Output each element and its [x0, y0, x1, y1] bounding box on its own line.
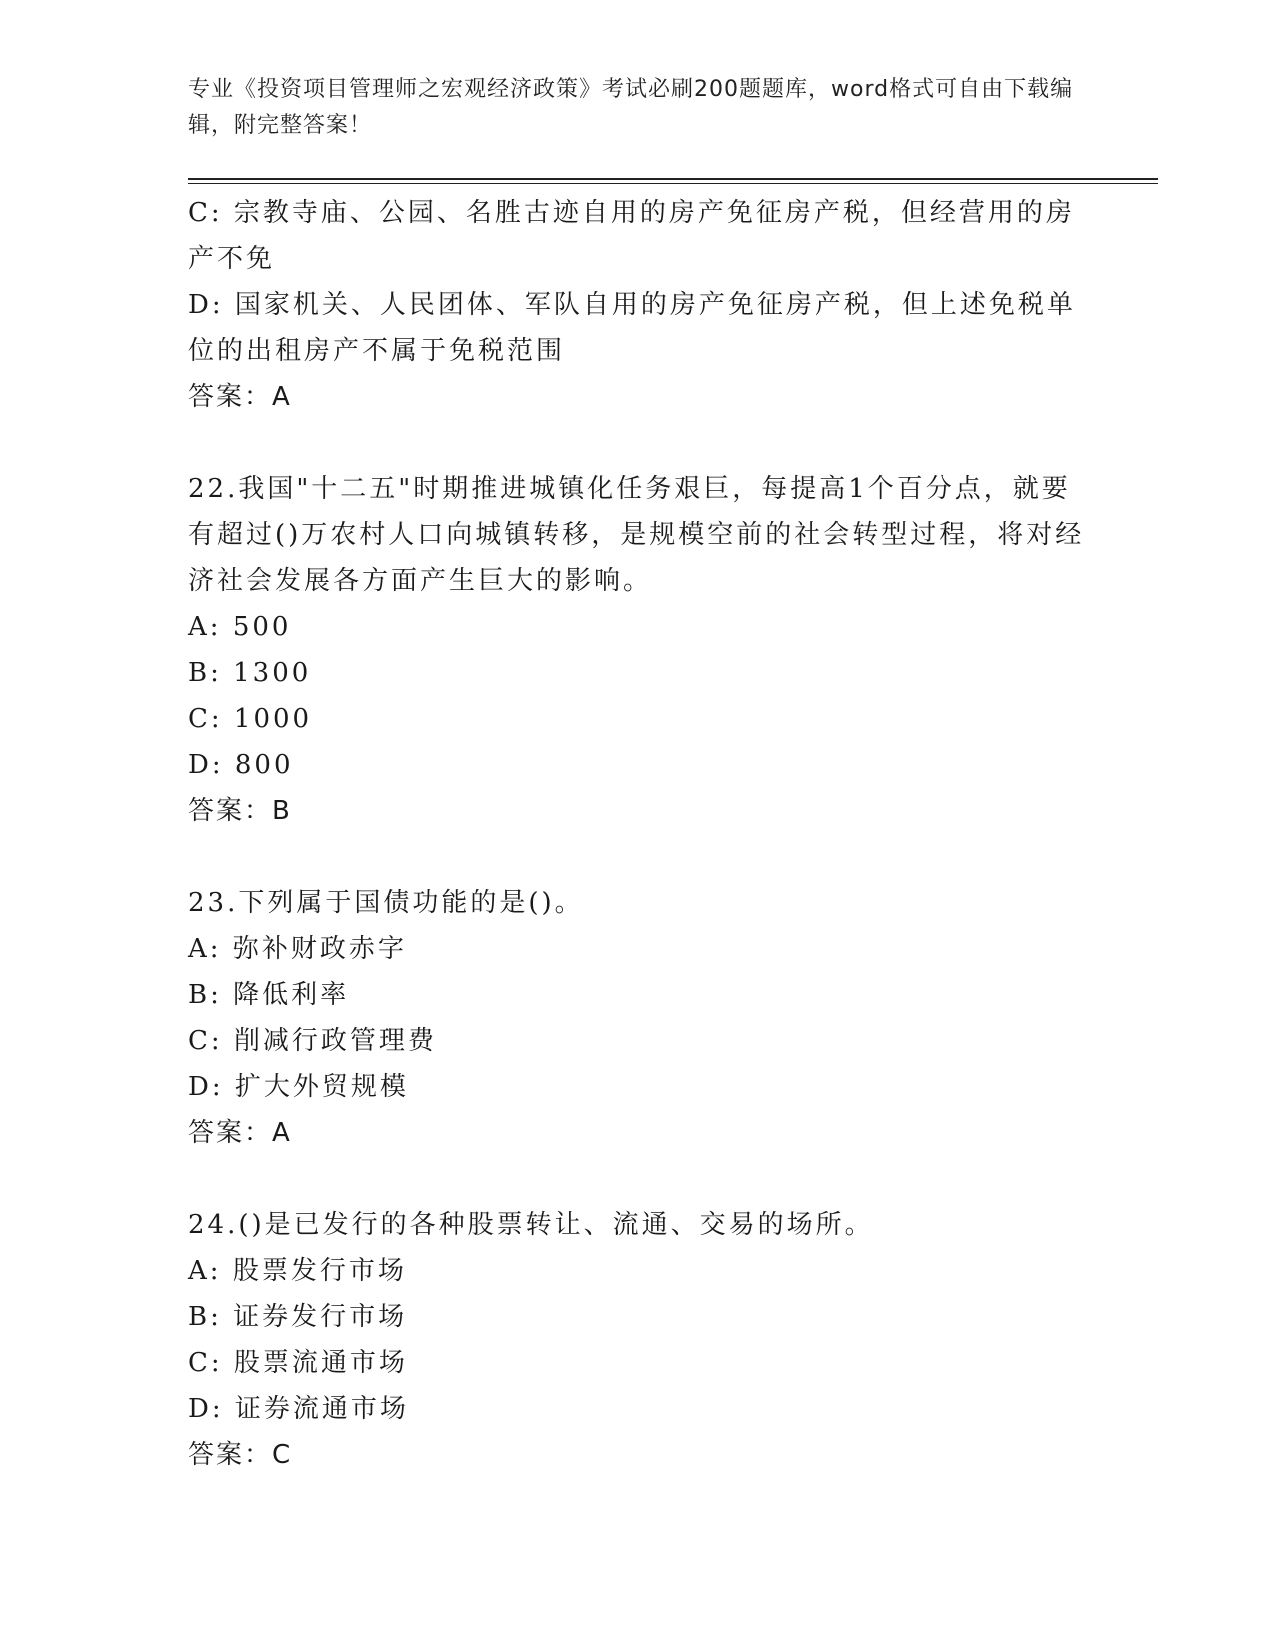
option-text: 股票发行市场 — [232, 1256, 407, 1286]
spacer — [188, 420, 1088, 466]
option-label: B: — [188, 658, 222, 688]
option-label: A: — [188, 934, 222, 964]
option-text: 1000 — [233, 704, 313, 734]
question-stem: 23.下列属于国债功能的是()。 — [188, 888, 584, 918]
option-text: 500 — [232, 612, 292, 642]
option-text: 降低利率 — [233, 980, 350, 1010]
option-text: 国家机关、人民团体、军队自用的房产免征房产税，但上述免税单位的出租房产不属于免税范围 — [188, 290, 1076, 366]
answer-line: 答案：C — [188, 1440, 293, 1470]
option-label: B: — [188, 980, 222, 1010]
option-c — [188, 190, 1088, 282]
option-text: 扩大外贸规模 — [234, 1072, 409, 1102]
option-a — [188, 604, 1088, 650]
option-label: C: — [188, 1348, 223, 1378]
option-text: 宗教寺庙、公园、名胜古迹自用的房产免征房产税，但经营用的房产不免 — [188, 198, 1075, 274]
option-d — [188, 742, 1088, 788]
document-header: 专业《投资项目管理师之宏观经济政策》考试必刷200题题库，word格式可自由下载编辑，附完整答案！ — [188, 77, 1074, 138]
option-label: B: — [188, 1302, 222, 1332]
option-d — [188, 1064, 1088, 1110]
option-text: 1300 — [233, 658, 312, 688]
option-d — [188, 1386, 1088, 1432]
option-label: D: — [188, 750, 224, 780]
option-c — [188, 1340, 1088, 1386]
answer-line: 答案：A — [188, 382, 292, 412]
header-rule-thin — [188, 183, 1158, 184]
option-b — [188, 1294, 1088, 1340]
question-list — [188, 190, 1088, 1478]
option-label: A: — [188, 1256, 222, 1286]
option-label: D: — [188, 1394, 224, 1424]
option-b — [188, 972, 1088, 1018]
option-text: 证券流通市场 — [234, 1394, 409, 1424]
option-text: 股票流通市场 — [233, 1348, 408, 1378]
option-a — [188, 1248, 1088, 1294]
option-text: 证券发行市场 — [233, 1302, 408, 1332]
option-text: 800 — [234, 750, 294, 780]
option-c — [188, 1018, 1088, 1064]
option-label: A: — [188, 612, 222, 642]
option-c — [188, 696, 1088, 742]
option-label: C: — [188, 704, 223, 734]
option-a — [188, 926, 1088, 972]
option-label: C: — [188, 198, 223, 228]
spacer — [188, 1156, 1088, 1202]
option-text: 弥补财政赤字 — [232, 934, 407, 964]
question-stem: 24.()是已发行的各种股票转让、流通、交易的场所。 — [188, 1210, 874, 1240]
option-label: D: — [188, 290, 224, 320]
header-rule-thick — [188, 178, 1158, 180]
option-b — [188, 650, 1088, 696]
answer-line: 答案：A — [188, 1118, 292, 1148]
option-d — [188, 282, 1088, 374]
question-stem: 22.我国"十二五"时期推进城镇化任务艰巨，每提高1个百分点，就要有超过()万农村人口向城镇转移，是规模空前的社会转型过程，将对经济社会发展各方面产生巨大的影响。 — [188, 474, 1085, 596]
option-text: 削减行政管理费 — [233, 1026, 437, 1056]
answer-line: 答案：B — [188, 796, 292, 826]
option-label: D: — [188, 1072, 224, 1102]
option-label: C: — [188, 1026, 223, 1056]
spacer — [188, 834, 1088, 880]
